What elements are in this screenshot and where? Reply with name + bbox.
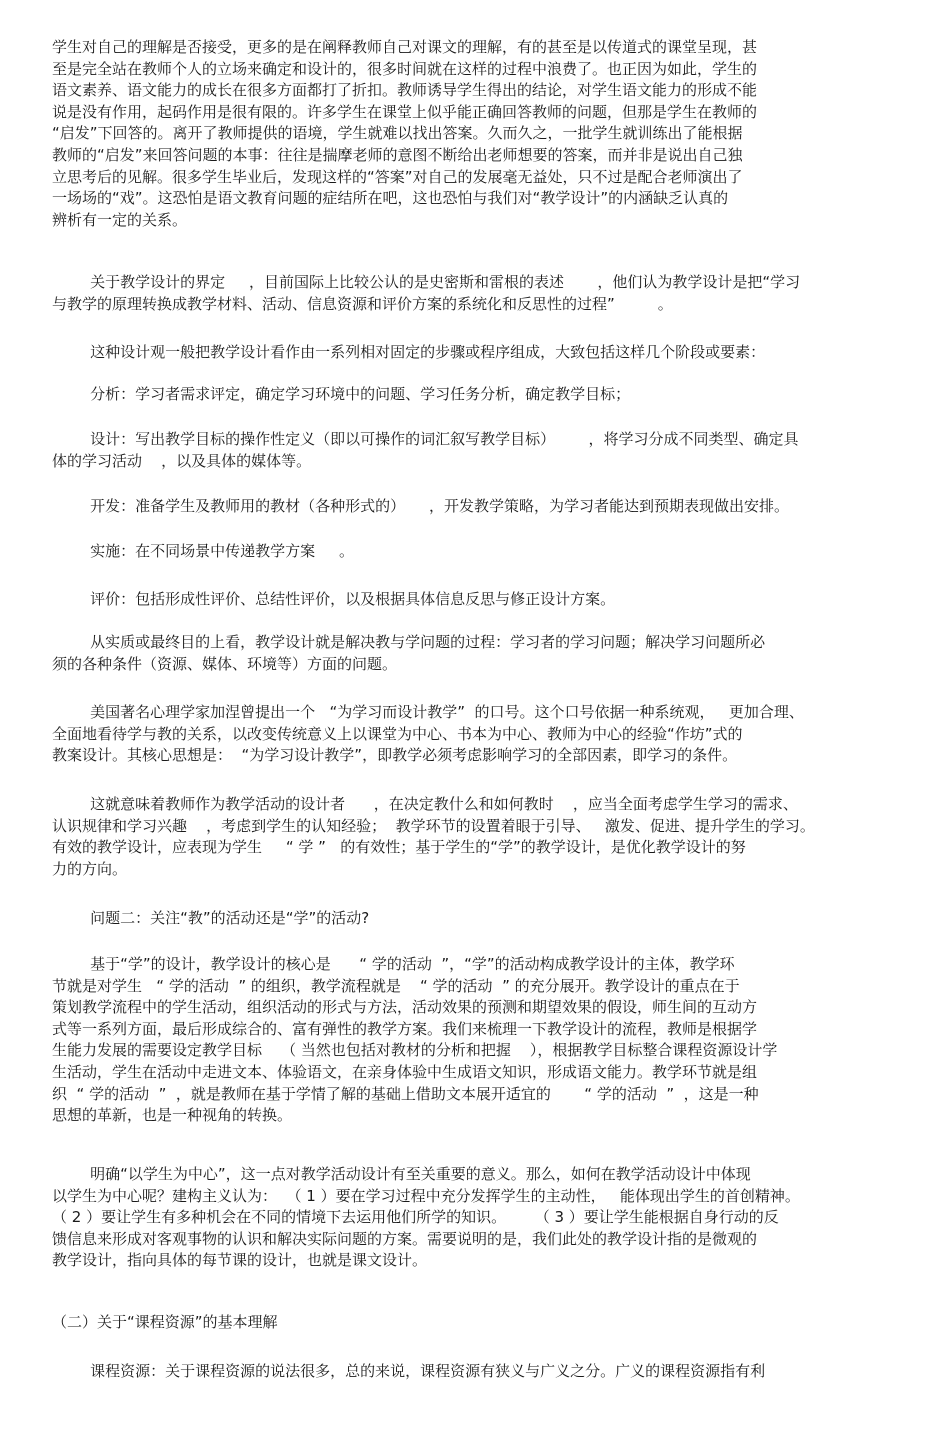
text-line: 评价：包括形成性评价、总结性评价，以及根据具体信息反思与修正设计方案。 (52, 590, 616, 608)
text-line: 关于教学设计的界定 ，目前国际上比较公认的是史密斯和雷根的表述 ，他们认为教学设计是把“学习 (52, 273, 801, 291)
text-line: 一场场的“戏”。这恐怕是语文教育问题的症结所在吧，这也恐怕与我们对“教学设计”的内涵缺乏认真的 (52, 189, 729, 208)
text-line: 问题二：关注“教”的活动还是“学”的活动? (52, 909, 370, 927)
text-line: 思想的革新，也是一种视角的转换。 (52, 1106, 293, 1125)
text-line: 织 “ 学的活动 ” ，就是教师在基于学情了解的基础上借助文本展开适宜的 “ 学的活动 ” ，这是一种 (52, 1084, 759, 1103)
text-line: （ 2 ）要让学生有多种机会在不同的情境下去运用他们所学的知识。 （ 3 ）要让学生能根据自身行动的反 (52, 1208, 779, 1227)
text-line: 教师的“启发”来回答问题的本事：往往是揣摩老师的意图不断给出老师想要的答案，而并非是说出自己独 (52, 146, 743, 164)
text-line: 以学生为中心呢？建构主义认为： （ 1 ）要在学习过程中充分发挥学生的主动性， 能体现出学生的首创精神。 (52, 1186, 800, 1205)
text-line: （二）关于“课程资源”的基本理解 (52, 1313, 278, 1331)
text-line: 教案设计。其核心思想是： “为学习设计教学”，即教学必须考虑影响学习的全部因素，即学习的条件。 (52, 746, 738, 765)
text-line: 节就是对学生 “ 学的活动 ” 的组织，教学流程就是 “ 学的活动 ” 的充分展开。教学设计的重点在于 (52, 976, 740, 995)
text-line: 开发：准备学生及教师用的教材（各种形式的） ，开发教学策略，为学习者能达到预期表现做出安排。 (52, 497, 789, 515)
text-line: 这种设计观一般把教学设计看作由一系列相对固定的步骤或程序组成，大致包括这样几个阶段或要素： (52, 343, 766, 361)
text-line: 明确“以学生为中心”，这一点对教学活动设计有至关重要的意义。那么，如何在教学活动设计中体现 (52, 1165, 751, 1183)
text-line: 学生对自己的理解是否接受，更多的是在阐释教师自己对课文的理解，有的甚至是以传道式的课堂呈现，甚 (52, 38, 758, 56)
text-line: 生能力发展的需要设定教学目标 （ 当然也包括对教材的分析和把握 ），根据教学目标整合课程资源设计学 (52, 1041, 778, 1060)
text-line: 课程资源：关于课程资源的说法很多，总的来说，课程资源有狭义与广义之分。广义的课程资源指有利 (52, 1362, 766, 1380)
text-line: 式等一系列方面，最后形成综合的、富有弹性的教学方案。我们来梳理一下教学设计的流程，教师是根据学 (52, 1019, 758, 1038)
text-line: 策划教学流程中的学生活动，组织活动的形式与方法，活动效果的预测和期望效果的假设，师生间的互动方 (52, 998, 758, 1017)
text-line: 这就意味着教师作为教学活动的设计者 ，在决定教什么和如何教时 ，应当全面考虑学生学习的需求、 (52, 795, 798, 813)
text-line: 分析：学习者需求评定，确定学习环境中的问题、学习任务分析，确定教学目标； (52, 385, 631, 403)
text-line: 生活动，学生在活动中走进文本、体验语文，在亲身体验中生成语文知识，形成语文能力。教学环节就是组 (52, 1063, 758, 1081)
text-line: 说是没有作用，起码作用是很有限的。许多学生在课堂上似乎能正确回答教师的问题，但那是学生在教师的 (52, 102, 758, 121)
text-line: 从实质或最终目的上看，教学设计就是解决教与学问题的过程：学习者的学习问题；解决学习问题所必 (52, 633, 766, 651)
text-line: 全面地看待学与教的关系，以改变传统意义上以课堂为中心、书本为中心、教师为中心的经验“作坊”式的 (52, 724, 743, 743)
text-line: 与教学的原理转换成教学材料、活动、信息资源和评价方案的系统化和反思性的过程” 。 (52, 294, 673, 313)
text-line: 基于“学”的设计，教学设计的核心是 “ 学的活动 ”，“学”的活动构成教学设计的主体，教学环 (52, 955, 735, 973)
text-line: 至是完全站在教师个人的立场来确定和设计的，很多时间就在这样的过程中浪费了。也正因为如此，学生的 (52, 59, 758, 78)
text-line: “启发”下回答的。离开了教师提供的语境，学生就难以找出答案。久而久之，一批学生就训练出了能根据 (52, 124, 743, 143)
text-line: 语文素养、语文能力的成长在很多方面都打了折扣。教师诱导学生得出的结论，对学生语文能力的形成不能 (52, 81, 758, 100)
text-line: 须的各种条件（资源、媒体、环境等）方面的问题。 (52, 654, 398, 673)
text-line: 认识规律和学习兴趣 ，考虑到学生的认知经验； 教学环节的设置着眼于引导、 激发、促进、提升学生的学习。 (52, 816, 815, 835)
text-line: 力的方向。 (52, 859, 128, 878)
text-line: 辨析有一定的关系。 (52, 210, 188, 229)
text-line: 馈信息来形成对客观事物的认识和解决实际问题的方案。需要说明的是，我们此处的教学设计指的是微观的 (52, 1229, 758, 1248)
text-line: 教学设计，指向具体的每节课的设计，也就是课文设计。 (52, 1251, 428, 1270)
text-line: 设计：写出教学目标的操作性定义（即以可操作的词汇叙写教学目标） ，将学习分成不同类型、确定具 (52, 430, 799, 448)
text-line: 美国著名心理学家加涅曾提出一个 “为学习而设计教学” 的口号。这个口号依据一种系统观， 更加合理、 (52, 703, 804, 721)
text-line: 体的学习活动 ，以及具体的媒体等。 (52, 451, 312, 470)
text-line: 立思考后的见解。很多学生毕业后，发现这样的“答案”对自己的发展毫无益处，只不过是配合老师演出了 (52, 167, 743, 186)
text-line: 有效的教学设计，应表现为学生 “ 学 ” 的有效性；基于学生的“学”的教学设计，是优化教学设计的努 (52, 838, 746, 857)
text-line: 实施：在不同场景中传递教学方案 。 (52, 542, 354, 560)
